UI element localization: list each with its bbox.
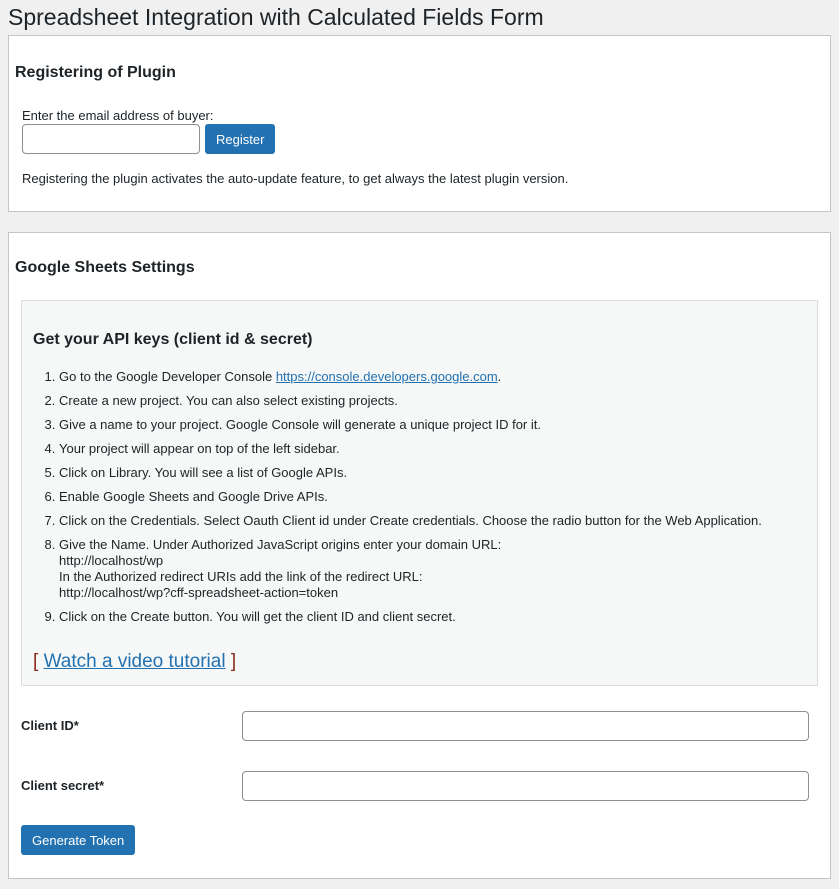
steps-list: [33, 369, 819, 633]
register-panel: [8, 35, 831, 212]
email-input[interactable]: [22, 124, 200, 154]
list-item: 6. Enable Google Sheets and Google Drive APIs.: [59, 489, 819, 505]
list-item: 2. Create a new project. You can also select existing projects.: [59, 393, 819, 409]
sheets-heading: Google Sheets Settings: [15, 259, 195, 276]
video-tutorial: [ Watch a video tutorial ]: [33, 651, 237, 672]
register-button[interactable]: Register: [205, 124, 275, 154]
list-item: 3. Give a name to your project. Google Console will generate a unique project ID for it.: [59, 417, 819, 433]
api-keys-box: [21, 300, 818, 686]
client-id-label: Client ID*: [21, 718, 79, 733]
list-item: 7. Click on the Credentials. Select Oauth Client id under Create credentials. Choose the radio button for the Web Application.: [59, 513, 819, 529]
page-title: Spreadsheet Integration with Calculated Fields Form: [8, 4, 544, 30]
client-secret-label: Client secret*: [21, 778, 105, 793]
list-item: 4. Your project will appear on top of the left sidebar.: [59, 441, 819, 457]
client-id-input[interactable]: [242, 711, 809, 741]
google-sheets-panel: [8, 232, 831, 879]
register-note: Registering the plugin activates the auto-update feature, to get always the latest plugin version.: [22, 171, 569, 186]
list-item: 1. Go to the Google Developer Console https://console.developers.google.com.: [59, 369, 819, 385]
register-heading: Registering of Plugin: [15, 64, 176, 81]
console-link[interactable]: https://console.developers.google.com: [275, 369, 498, 384]
api-heading: Get your API keys (client id & secret): [33, 331, 313, 348]
list-item: 8. Give the Name. Under Authorized JavaScript origins enter your domain URL: http://localhost/wp In the Authorized redirect URIs add the link of the redirect URL: http://localhost/wp?cff-spreadsheet-action=token: [59, 537, 819, 601]
client-secret-input[interactable]: [242, 771, 809, 801]
list-item: 5. Click on Library. You will see a list of Google APIs.: [59, 465, 819, 481]
video-tutorial-link[interactable]: Watch a video tutorial: [43, 651, 226, 672]
generate-token-button[interactable]: Generate Token: [21, 825, 135, 855]
email-label: Enter the email address of buyer:: [22, 108, 214, 123]
list-item: 9. Click on the Create button. You will get the client ID and client secret.: [59, 609, 819, 625]
